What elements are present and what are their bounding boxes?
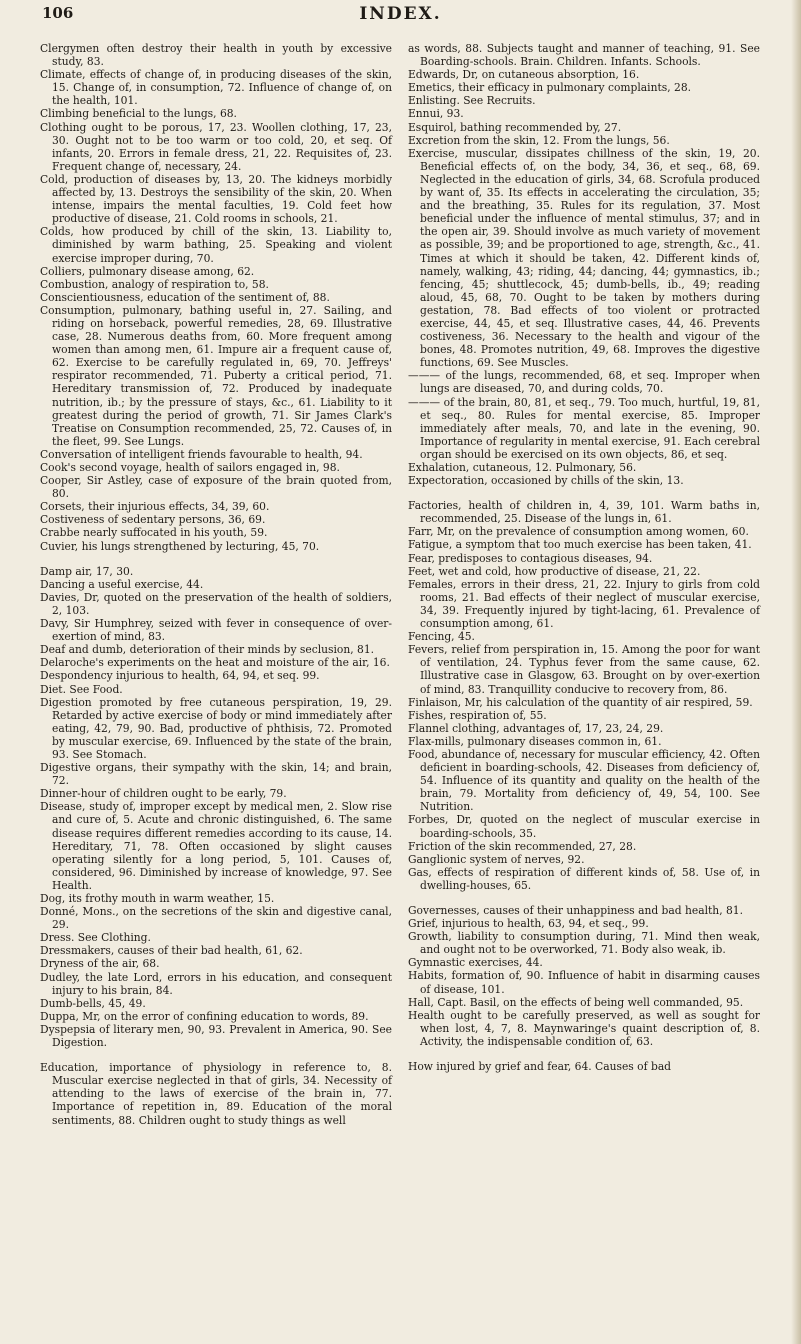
index-entry: Expectoration, occasioned by chills of the skin, 13. bbox=[408, 474, 684, 488]
index-entry: Gymnastic exercises, 44. bbox=[408, 956, 543, 970]
index-entry: Fevers, relief from perspiration in, 15. Among the poor for want of ventilation, 24. Typhus fever from the same cause, 62. Illustrative case in Glasgow, 63. Brought on by over-exertion of mind, 83. Tranquillity conducive to recovery from, 86. bbox=[408, 643, 760, 696]
index-entry: Digestive organs, their sympathy with the skin, 14; and brain, 72. bbox=[40, 761, 392, 788]
index-entry: Dumb-bells, 45, 49. bbox=[40, 996, 146, 1010]
index-entry: Digestion promoted by free cutaneous perspiration, 19, 29. Retarded by active exercise of body or mind immediately after eating, 42, 79, 90. Bad, productive of phthisis, 72. Promoted by muscular exercise, 69. Influenced by the state of the brain, 93. See Stomach. bbox=[40, 695, 392, 761]
index-entry: Combustion, analogy of respiration to, 58. bbox=[40, 277, 269, 291]
index-entry: Growth, liability to consumption during, 71. Mind then weak, and ought not to be overworked, 71. Body also weak, ib. bbox=[408, 930, 760, 957]
index-entry: Exhalation, cutaneous, 12. Pulmonary, 56. bbox=[408, 461, 637, 474]
index-entry: Flannel clothing, advantages of, 17, 23, 24, 29. bbox=[408, 721, 664, 735]
index-entry: Farr, Mr, on the prevalence of consumption among women, 60. bbox=[408, 525, 749, 539]
index-entry: Cooper, Sir Astley, case of exposure of the brain quoted from, 80. bbox=[40, 474, 392, 501]
index-entry: Flax-mills, pulmonary diseases common in, 61. bbox=[408, 734, 662, 748]
index-entry: Habits, formation of, 90. Influence of habit in disarming causes of disease, 101. bbox=[408, 969, 760, 996]
index-entry: Cuvier, his lungs strengthened by lecturing, 45, 70. bbox=[40, 539, 320, 553]
index-entry: Dyspepsia of literary men, 90, 93. Prevalent in America, 90. See Digestion. bbox=[40, 1022, 392, 1050]
index-entry: Dudley, the late Lord, errors in his education, and consequent injury to his brain, 84. bbox=[40, 970, 392, 997]
index-entry: Fishes, respiration of, 55. bbox=[408, 708, 547, 722]
index-entry: Dressmakers, causes of their bad health, 61, 62. bbox=[40, 944, 303, 958]
index-entry: Clergymen often destroy their health in youth by excessive study, 83. bbox=[40, 42, 392, 69]
index-entry: Clothing ought to be porous, 17, 23. Woollen clothing, 17, 23, 30. Ought not to be too warm or too cold, 20, et seq. Of infants, 20. Errors in female dress, 21, 22. Requisites of, 23. Frequent change of, necessary, 24. bbox=[40, 120, 392, 173]
index-entry: How injured by grief and fear, 64. Causes of bad bbox=[408, 1060, 672, 1074]
index-entry: Emetics, their efficacy in pulmonary complaints, 28. bbox=[408, 81, 692, 95]
index-entry: Forbes, Dr, quoted on the neglect of muscular exercise in boarding-schools, 35. bbox=[408, 813, 760, 840]
index-entry: Delaroche's experiments on the heat and moisture of the air, 16. bbox=[40, 656, 390, 670]
index-entry: Diet. See Food. bbox=[40, 682, 123, 696]
index-entry: as words, 88. Subjects taught and manner of teaching, 91. See Boarding-schools. Brain. Children. Infants. Schools. bbox=[408, 42, 760, 69]
page-header bbox=[0, 4, 801, 30]
index-entry: Hall, Capt. Basil, on the effects of being well commanded, 95. bbox=[408, 995, 744, 1009]
index-entry: Corsets, their injurious effects, 34, 39, 60. bbox=[40, 500, 270, 514]
index-entry: Conversation of intelligent friends favourable to health, 94. bbox=[40, 447, 363, 461]
index-entry: Davy, Sir Humphrey, seized with fever in consequence of over-exertion of mind, 83. bbox=[40, 617, 392, 644]
index-column-left bbox=[40, 42, 392, 1127]
index-entry: Duppa, Mr, on the error of confining education to words, 89. bbox=[40, 1009, 369, 1023]
index-entry: Feet, wet and cold, how productive of disease, 21, 22. bbox=[408, 564, 701, 578]
index-entry: ——— of the brain, 80, 81, et seq., 79. Too much, hurtful, 19, 81, et seq., 80. Rules for mental exercise, 85. Improper immediately after meals, 70, and late in the evening, 90. Importance of regularity in mental exercise, 91. Each cerebral organ should be exercised on its own objects, 86, et seq. bbox=[408, 395, 760, 461]
index-entry: Despondency injurious to health, 64, 94, et seq. 99. bbox=[40, 669, 320, 683]
index-entry: Governesses, causes of their unhappiness and bad health, 81. bbox=[408, 904, 743, 917]
index-entry: Grief, injurious to health, 63, 94, et seq., 99. bbox=[408, 917, 649, 931]
index-entry: Fatigue, a symptom that too much exercise has been taken, 41. bbox=[408, 538, 752, 552]
index-entry: Finlaison, Mr, his calculation of the quantity of air respired, 59. bbox=[408, 695, 753, 709]
index-entry: Females, errors in their dress, 21, 22. Injury to girls from cold rooms, 21. Bad effects of their neglect of muscular exercise, 34, 39. Frequently injured by tight-lacing, 61. Prevalence of consumption among, 61. bbox=[408, 577, 760, 631]
index-entry: Fear, predisposes to contagious diseases, 94. bbox=[408, 551, 653, 565]
index-column-right bbox=[408, 42, 760, 1073]
index-entry: Dress. See Clothing. bbox=[40, 931, 151, 945]
index-entry: Disease, study of, improper except by medical men, 2. Slow rise and cure of, 5. Acute and chronic distinguished, 6. The same disease requires different remedies according to its cause, 14. Hereditary, 71, 78. Often occasioned by slight causes operating silently for a long period, 5, 101. Causes of, considered, 96. Diminished by increase of knowledge, 97. See Health. bbox=[40, 800, 392, 892]
index-entry: Cook's second voyage, health of sailors engaged in, 98. bbox=[40, 461, 340, 474]
index-entry: Esquirol, bathing recommended by, 27. bbox=[408, 120, 622, 134]
index-entry: Climbing beneficial to the lungs, 68. bbox=[40, 107, 237, 121]
index-entry: Dog, its frothy mouth in warm weather, 15. bbox=[40, 892, 275, 905]
index-entry: Food, abundance of, necessary for muscular efficiency, 42. Often deficient in boarding-schools, 42. Diseases from deficiency of, 54. Influence of its quantity and quality on the health of the brain, 79. Mortality from deficiency of, 49, 54, 100. See Nutrition. bbox=[408, 747, 760, 814]
index-entry: Health ought to be carefully preserved, as well as sought for when lost, 4, 7, 8. Maynwaringe's quaint description of, 8. Activity, the indispensable condition of, 63. bbox=[408, 1008, 760, 1048]
index-entry: Colds, how produced by chill of the skin, 13. Liability to, diminished by warm bathing, 25. Speaking and violent exercise improper during, 70. bbox=[40, 225, 392, 265]
index-entry: Edwards, Dr, on cutaneous absorption, 16. bbox=[408, 68, 640, 82]
running-head: INDEX. bbox=[359, 4, 442, 24]
index-entry: Climate, effects of change of, in producing diseases of the skin, 15. Change of, in consumption, 72. Influence of change of, on the health, 101. bbox=[40, 68, 392, 108]
index-entry: Donné, Mons., on the secretions of the skin and digestive canal, 29. bbox=[40, 905, 392, 932]
index-entry: ——— of the lungs, recommended, 68, et seq. Improper when lungs are diseased, 70, and during colds, 70. bbox=[408, 369, 760, 396]
page-number: 106 bbox=[42, 4, 74, 22]
index-entry: Ganglionic system of nerves, 92. bbox=[408, 852, 585, 866]
index-entry: Cold, production of diseases by, 13, 20. The kidneys morbidly affected by, 13. Destroys the sensibility of the skin, 20. When intense, impairs the mental faculties, 19. Cold feet how productive of disease, 21. Cold rooms in schools, 21. bbox=[40, 172, 392, 226]
index-entry: Dinner-hour of children ought to be early, 79. bbox=[40, 787, 287, 801]
index-entry: Colliers, pulmonary disease among, 62. bbox=[40, 264, 255, 278]
index-entry: Damp air, 17, 30. bbox=[40, 564, 134, 578]
page-edge-shadow bbox=[791, 0, 801, 1344]
index-entry: Friction of the skin recommended, 27, 28. bbox=[408, 839, 637, 853]
index-entry: Education, importance of physiology in reference to, 8. Muscular exercise neglected in that of girls, 34. Necessity of attending to the laws of exercise of the brain in, 77. Importance of repetition in, 89. Education of the moral sentiments, 88. Children ought to study things as well bbox=[40, 1061, 392, 1127]
index-entry: Excretion from the skin, 12. From the lungs, 56. bbox=[408, 133, 670, 147]
index-entry: Enlisting. See Recruits. bbox=[408, 94, 536, 108]
index-entry: Gas, effects of respiration of different kinds of, 58. Use of, in dwelling-houses, 65. bbox=[408, 865, 760, 892]
index-entry: Costiveness of sedentary persons, 36, 69. bbox=[40, 513, 266, 527]
index-entry: Conscientiousness, education of the sentiment of, 88. bbox=[40, 290, 330, 304]
index-entry: Exercise, muscular, dissipates chillness of the skin, 19, 20. Beneficial effects of, on the body, 34, 36, et seq., 68, 69. Neglected in the education of girls, 34, 68. Scrofula produced by want of, 35. Its effects in accelerating the circulation, 35; and the breathing, 35. Rules for its regulation, 37. Most beneficial under the influence of mental stimulus, 37; and in the open air, 39. Should involve as much variety of movement as possible, 39; and be proportioned to age, strength, &c., 41. Times at which it should be taken, 42. Different kinds of, namely, walking, 43; riding, 44; dancing, 44; gymnastics, ib.; fencing, 45; shuttlecock, 45; dumb-bells, ib., 49; reading aloud, 45, 68, 70. Ought to be taken by mothers during gestation, 78. Bad effects of too violent or protracted exercise, 44, 45, et seq. Illustrative cases, 44, 46. Prevents costiveness, 36. Necessary to the health and vigour of the bones, 48. Promotes nutrition, 49, 68. Improves the digestive functions, 69. See Muscles. bbox=[408, 146, 760, 370]
index-entry: Ennui, 93. bbox=[408, 107, 464, 121]
index-entry: Consumption, pulmonary, bathing useful in, 27. Sailing, and riding on horseback, powerful remedies, 28, 69. Illustrative case, 28. Numerous deaths from, 60. More frequent among women than among men, 61. Impure air a frequent cause of, 62. Exercise to be carefully regulated in, 69, 70. Jeffreys' respirator recommended, 71. Puberty a critical period, 71. Hereditary transmission of, 72. Produced by inadequate nutrition, ib.; by the pressure of stays, &c., 61. Liability to it greatest during the period of growth, 71. Sir James Clark's Treatise on Consumption recommended, 25, 72. Causes of, in the fleet, 99. See Lungs. bbox=[40, 303, 392, 448]
index-entry: Deaf and dumb, deterioration of their minds by seclusion, 81. bbox=[40, 643, 375, 657]
index-entry: Davies, Dr, quoted on the preservation of the health of soldiers, 2, 103. bbox=[40, 590, 392, 617]
index-entry: Dancing a useful exercise, 44. bbox=[40, 577, 204, 591]
index-entry: Fencing, 45. bbox=[408, 630, 475, 644]
index-entry: Dryness of the air, 68. bbox=[40, 957, 160, 971]
index-entry: Factories, health of children in, 4, 39, 101. Warm baths in, recommended, 25. Disease of the lungs in, 61. bbox=[408, 499, 760, 526]
index-entry: Crabbe nearly suffocated in his youth, 59. bbox=[40, 526, 268, 540]
